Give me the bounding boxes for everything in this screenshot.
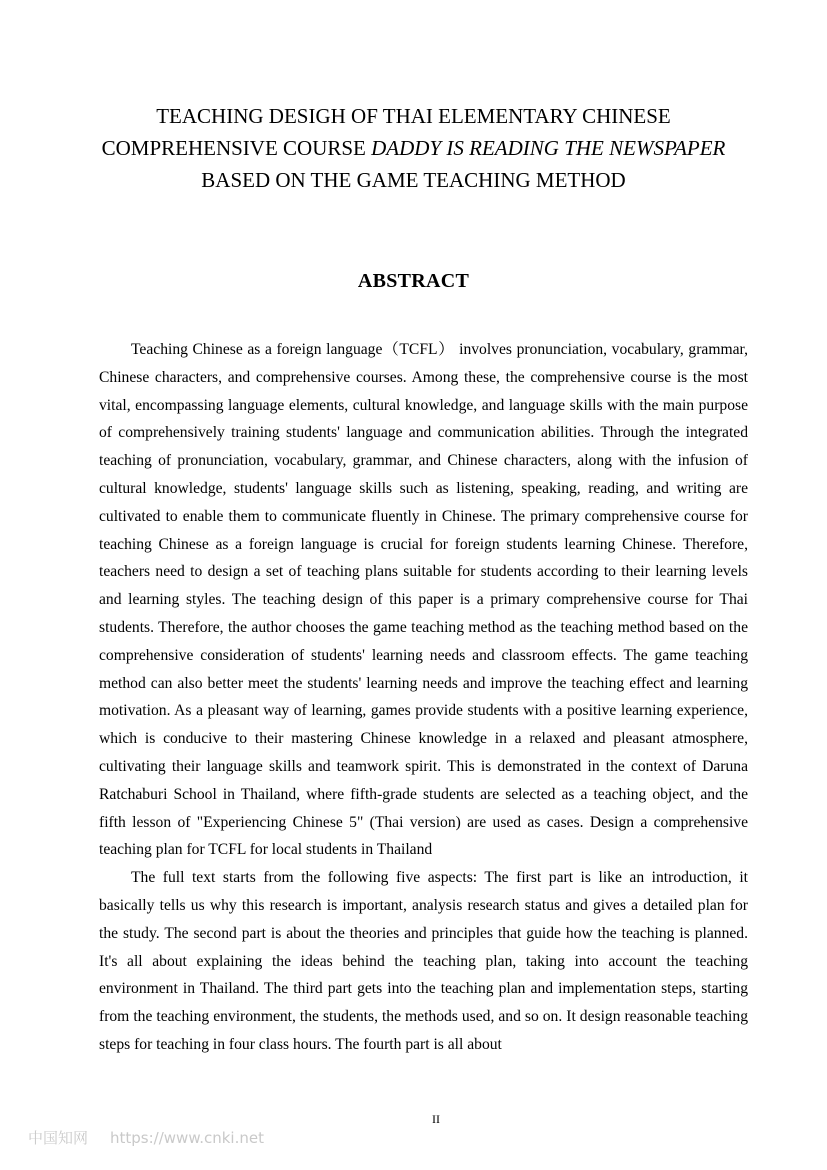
page-number: II bbox=[432, 1112, 440, 1126]
watermark-site-name: 中国知网 bbox=[28, 1129, 89, 1147]
title-part-2: BASED ON THE GAME TEACHING METHOD bbox=[201, 168, 626, 192]
abstract-heading: ABSTRACT bbox=[357, 270, 470, 292]
abstract-paragraph-2: The full text starts from the following five aspects: The first part is like an introduction, it basically tells us why this research is important, analysis research status and gives a detailed plan for the study. The second part is about the theories and principles that guide how the teaching is planned. It's all about explaining the ideas behind the teaching plan, taking into account the teaching environment in Thailand. The third part gets into the teaching plan and implementation steps, starting from the teaching environment, the students, the methods used, and so on. It design reasonable teaching steps for teaching in four class hours. The fourth part is all about bbox=[99, 869, 748, 1053]
abstract-paragraph-1: Teaching Chinese as a foreign language（TCFL） involves pronunciation, vocabulary, grammar, Chinese characters, and comprehensive courses. Among these, the comprehensive course is the most vital, encompassing language elements, cultural knowledge, and language skills with the main purpose of comprehensively training students' language and communication abilities. Through the integrated teaching of pronunciation, vocabulary, grammar, and Chinese characters, along with the infusion of cultural knowledge, students' language skills such as listening, speaking, reading, and writing are cultivated to enable them to communicate fluently in Chinese. The primary comprehensive course for teaching Chinese as a foreign language is crucial for foreign students learning Chinese. Therefore, teachers need to design a set of teaching plans suitable for students according to their learning levels and learning styles. The teaching design of this paper is a primary comprehensive course for Thai students. Therefore, the author chooses the game teaching method as the teaching method based on the comprehensive consideration of students' learning needs and classroom effects. The game teaching method can also better meet the students' learning needs and improve the teaching effect and learning motivation. As a pleasant way of learning, games provide students with a positive learning experience, which is conducive to their mastering Chinese knowledge in a relaxed and pleasant atmosphere, cultivating their language skills and teamwork spirit. This is demonstrated in the context of Daruna Ratchaburi School in Thailand, where fifth-grade students are selected as a teaching object, and the fifth lesson of "Experiencing Chinese 5" (Thai version) are used as cases. Design a comprehensive teaching plan for TCFL for local students in Thailand bbox=[99, 341, 748, 859]
title-part-1: TEACHING DESIGH OF THAI ELEMENTARY CHINESE COMPREHENSIVE COURSE bbox=[101, 104, 671, 160]
title-italic-part: DADDY IS READING THE NEWSPAPER bbox=[371, 136, 726, 160]
paper-title bbox=[90, 100, 737, 196]
cnki-watermark bbox=[28, 1127, 286, 1148]
watermark-url: https://www.cnki.net bbox=[110, 1129, 264, 1147]
abstract-body bbox=[99, 336, 748, 1059]
